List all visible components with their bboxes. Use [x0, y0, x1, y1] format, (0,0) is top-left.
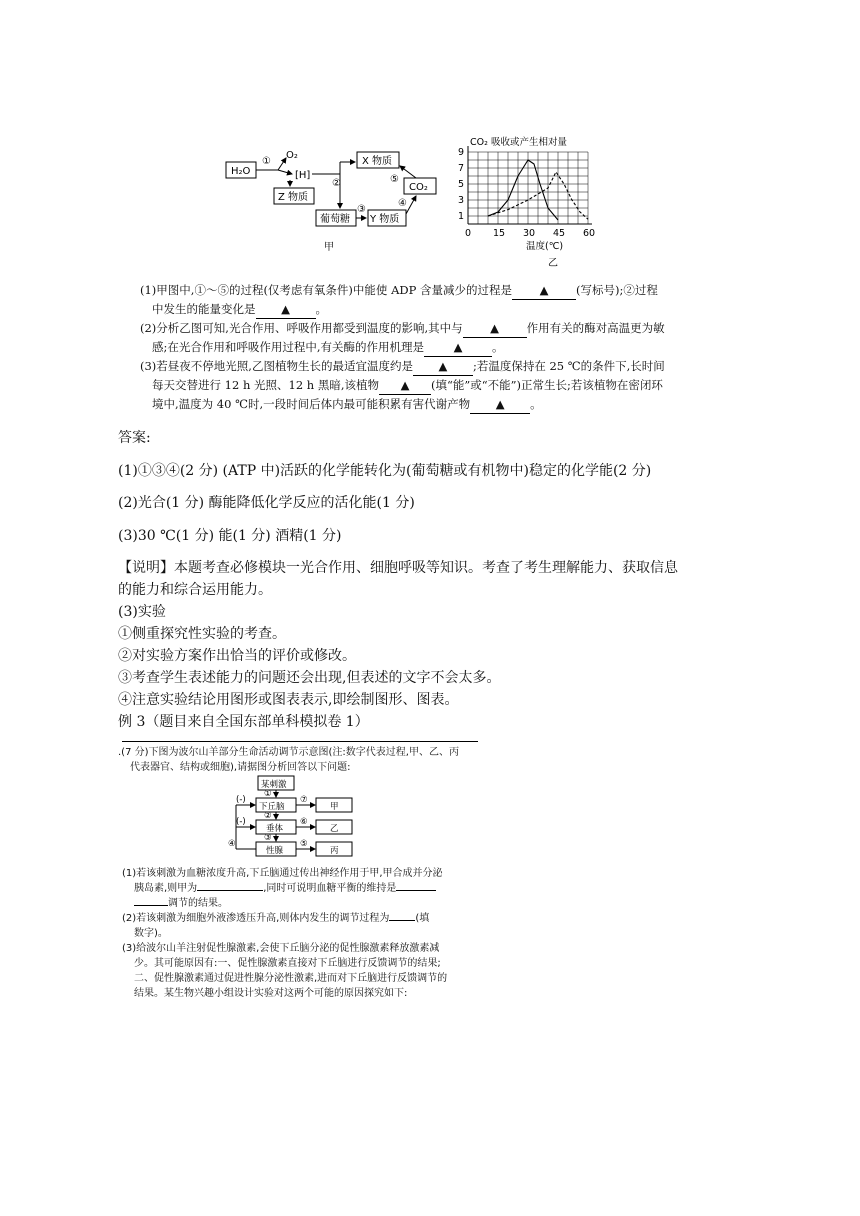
- node-glucose: 葡萄糖: [320, 214, 350, 225]
- chart-series-line-1: [488, 160, 558, 220]
- chart-xlabel: 温度(℃): [526, 241, 564, 252]
- explanation-line: ①侧重探究性实验的考查。: [118, 626, 286, 642]
- explanation-block: [118, 559, 758, 732]
- chart-xtick-label: 0: [465, 228, 472, 239]
- diagram-step-5: ⑤: [300, 839, 308, 849]
- node-co2: CO₂: [409, 182, 428, 193]
- diagram-bing: 丙: [330, 846, 339, 856]
- chart-ylabel: CO₂ 吸收或产生相对量: [470, 137, 567, 148]
- diagram-step-1: ①: [264, 789, 272, 799]
- diagram-pituitary: 垂体: [266, 824, 284, 834]
- diagram-step-4: ④: [228, 839, 236, 849]
- chart-ytick-label: 5: [458, 179, 465, 190]
- answer-label: 答案:: [118, 430, 151, 446]
- q2-line-2: 感;在光合作用和呼吸作用过程中,有关酶的作用机理是 ▲ 。: [140, 338, 770, 357]
- step-3: ③: [357, 204, 366, 215]
- explanation-line: 的能力和综合运用能力。: [118, 582, 272, 598]
- chart-xtick-label: 30: [523, 228, 536, 239]
- figure-yi-chart: [452, 132, 612, 272]
- step-2: ②: [332, 178, 341, 189]
- explanation-line: ②对实验方案作出恰当的评价或修改。: [118, 648, 356, 664]
- diagram-neg-1: (-): [236, 795, 246, 805]
- example-3-intro: .(7 分)下图为波尔山羊部分生命活动调节示意图(注:数字代表过程,甲、乙、丙 代表器官、结构或细胞),请据图分析回答以下问题:: [118, 747, 459, 773]
- step-4: ④: [398, 198, 407, 209]
- chart-ytick-label: 3: [458, 195, 465, 206]
- example-3-questions: (1)若该刺激为血糖浓度升高,下丘脑通过传出神经作用于甲,甲合成并分泌 胰岛素,则甲为 ,同时可说明血糖平衡的维持是 调节的结果。 (2)若该刺激为细胞外液渗透压升高,则体内发生的调节过程为 (填 数字)。 (3)给波尔山羊注射促性腺激素,会使下丘脑分泌的促性腺激素释放激素减 少。其可能原因有:一、促性腺激素直接对下丘脑进行反馈调节的结果; 二、促性腺激素通过促进性腺分泌性激素,进而对下丘脑进行反馈调节的 结果。某生物兴趣小组设计实验对这两个可能的原因探究如下:: [122, 868, 448, 999]
- step-1: ①: [262, 156, 271, 167]
- figure-jia: [220, 140, 460, 252]
- chart-ticks: [458, 147, 595, 239]
- explanation-line: (3)实验: [118, 604, 166, 620]
- answer-3: (3)30 ℃(1 分) 能(1 分) 酒精(1 分): [118, 528, 342, 544]
- diagram-yi: 乙: [330, 824, 339, 834]
- diagram-step-6: ⑥: [300, 817, 308, 827]
- figure-jia-caption: 甲: [324, 242, 334, 252]
- diagram-step-2: ②: [264, 811, 272, 821]
- explanation-line: ④注意实验结论用图形或图表表示,即绘制图形、图表。: [118, 692, 459, 708]
- explanation-line: 【说明】本题考查必修模块一光合作用、细胞呼吸等知识。考查了考生理解能力、获取信息: [118, 560, 678, 576]
- example-3-diagram: [228, 774, 398, 858]
- explanation-line: ③考查学生表述能力的问题还会出现,但表述的文字不会太多。: [118, 670, 501, 686]
- node-h2o: H₂O: [231, 166, 251, 177]
- chart-ytick-label: 1: [458, 211, 465, 222]
- example-3-heading: 例 3（题目来自全国东部单科模拟卷 1）: [118, 714, 369, 730]
- q2-line-1: (2)分析乙图可知,光合作用、呼吸作用都受到温度的影响,其中与 ▲ 作用有关的酶对高温更为敏: [140, 319, 770, 338]
- node-x: X 物质: [362, 156, 393, 167]
- chart-xtick-label: 60: [583, 228, 596, 239]
- q1-line-2: 中发生的能量变化是 ▲ 。: [140, 300, 770, 319]
- node-y: Y 物质: [370, 214, 400, 225]
- chart-axes: [468, 146, 592, 224]
- diagram-hypothalamus: 下丘脑: [259, 802, 285, 812]
- answer-2: (2)光合(1 分) 酶能降低化学反应的活化能(1 分): [118, 495, 415, 511]
- chart-xtick-label: 15: [493, 228, 506, 239]
- node-h: [H]: [295, 170, 311, 181]
- example-3-rule: [122, 741, 478, 742]
- chart-ytick-label: 9: [458, 147, 465, 158]
- answer-1: (1)①③④(2 分) (ATP 中)活跃的化学能转化为(葡萄糖或有机物中)稳定的化学能(2 分): [118, 463, 652, 479]
- diagram-neg-2: (-): [236, 817, 246, 827]
- step-5: ⑤: [390, 174, 399, 185]
- question-block: [140, 281, 770, 414]
- node-z: Z 物质: [278, 192, 309, 203]
- q1-line-1: (1)甲图中,①～⑤的过程(仅考虑有氧条件)中能使 ADP 含量减少的过程是 ▲ (写标号);②过程: [140, 281, 770, 300]
- q3-line-3: 境中,温度为 40 ℃时,一段时间后体内最可能积累有害代谢产物 ▲ 。: [140, 395, 770, 414]
- diagram-gonad: 性腺: [266, 846, 284, 856]
- node-o2: O₂: [286, 150, 298, 161]
- chart-grid: [468, 152, 588, 224]
- diagram-stimulus: 某刺激: [261, 780, 287, 790]
- q3-line-1: (3)若昼夜不停地光照,乙图植物生长的最适宜温度约是 ▲ ;若温度保持在 25 ℃的条件下,长时间: [140, 357, 770, 376]
- chart-ytick-label: 7: [458, 163, 465, 174]
- diagram-step-3: ③: [264, 833, 272, 843]
- q3-line-2: 每天交替进行 12 h 光照、12 h 黑暗,该植物 ▲ (填“能”或“不能”)正常生长;若该植物在密闭环: [140, 376, 770, 395]
- chart-xtick-label: 45: [553, 228, 566, 239]
- chart-caption: 乙: [548, 258, 558, 269]
- diagram-jia: 甲: [330, 802, 339, 812]
- diagram-step-7: ⑦: [300, 795, 308, 805]
